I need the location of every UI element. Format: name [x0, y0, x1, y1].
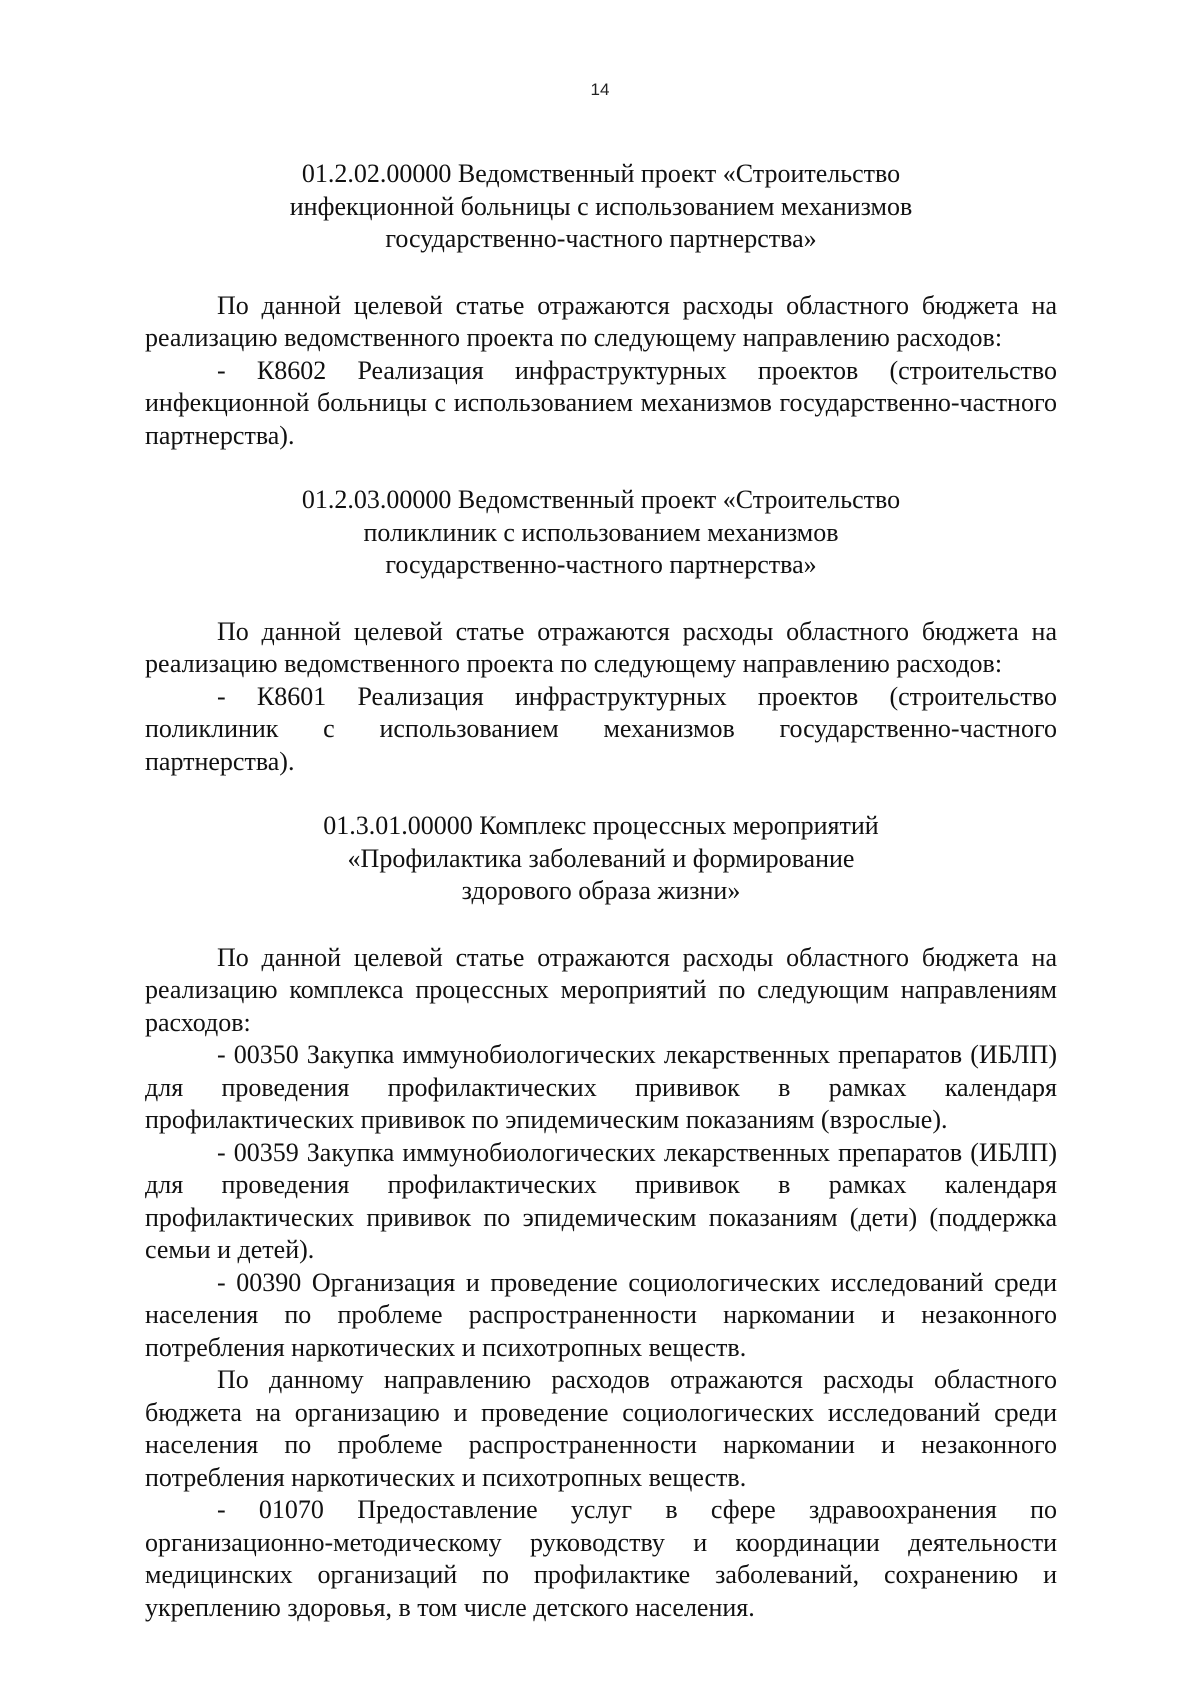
body-paragraph: По данной целевой статье отражаются расходы областного бюджета на реализацию комплекса процессных мероприятий по следующим направлениям расходов: — [145, 942, 1057, 1037]
body-paragraph: По данному направлению расходов отражаются расходы областного бюджета на организацию и проведение социологических исследований среди населения по проблеме распространенности наркомании и незаконного потребления наркотических и психотропных веществ. — [145, 1365, 1057, 1492]
expense-item-00350: - 00350 Закупка иммунобиологических лекарственных препаратов (ИБЛП) для проведения профилактических прививок в рамках календаря профилактических прививок по эпидемическим показаниям (взрослые). — [145, 1040, 1057, 1134]
expense-item-k8602: - К8602 Реализация инфраструктурных проектов (строительство инфекционной больницы с использованием механизмов государственно-частного партнерства). — [145, 355, 1057, 450]
expense-item-00390: - 00390 Организация и проведение социологических исследований среди населения по проблеме распространенности наркомании и незаконного потребления наркотических и психотропных веществ. — [145, 1267, 1057, 1362]
heading-line: государственно-частного партнерства» — [385, 550, 817, 579]
heading-line: 01.2.02.00000 Ведомственный проект «Строительство — [301, 159, 901, 188]
body-paragraph: По данной целевой статье отражаются расходы областного бюджета на реализацию ведомственного проекта по следующему направлению расходов: — [145, 616, 1057, 678]
heading-line: «Профилактика заболеваний и формирование — [347, 843, 855, 873]
section-heading-01-2-02 — [221, 158, 981, 256]
expense-item-01070: - 01070 Предоставление услуг в сфере здравоохранения по организационно-методическому руководству и координации деятельности медицинских организаций по профилактике заболеваний, сохранению и укреплению здоровья, в том числе детского населения. — [145, 1495, 1057, 1622]
heading-line: поликлиник с использованием механизмов — [363, 517, 839, 547]
expense-item-k8601: - К8601 Реализация инфраструктурных проектов (строительство поликлиник с использованием механизмов государственно-частного партнерства). — [145, 681, 1057, 776]
heading-line: 01.2.03.00000 Ведомственный проект «Строительство — [301, 485, 901, 514]
section-heading-01-3-01 — [221, 810, 981, 908]
document-body — [145, 158, 1057, 1624]
heading-line: инфекционной больницы с использованием механизмов — [289, 191, 913, 221]
expense-item-00359: - 00359 Закупка иммунобиологических лекарственных препаратов (ИБЛП) для проведения профилактических прививок в рамках календаря профилактических прививок по эпидемическим показаниям (дети) (поддержка семьи и детей). — [145, 1137, 1057, 1264]
heading-line: здорового образа жизни» — [461, 876, 741, 905]
section-heading-01-2-03 — [221, 484, 981, 582]
heading-line: государственно-частного партнерства» — [385, 224, 817, 253]
body-paragraph: По данной целевой статье отражаются расходы областного бюджета на реализацию ведомственного проекта по следующему направлению расходов: — [145, 290, 1057, 352]
heading-line: 01.3.01.00000 Комплекс процессных мероприятий — [323, 811, 879, 840]
page-number: 14 — [590, 80, 610, 99]
